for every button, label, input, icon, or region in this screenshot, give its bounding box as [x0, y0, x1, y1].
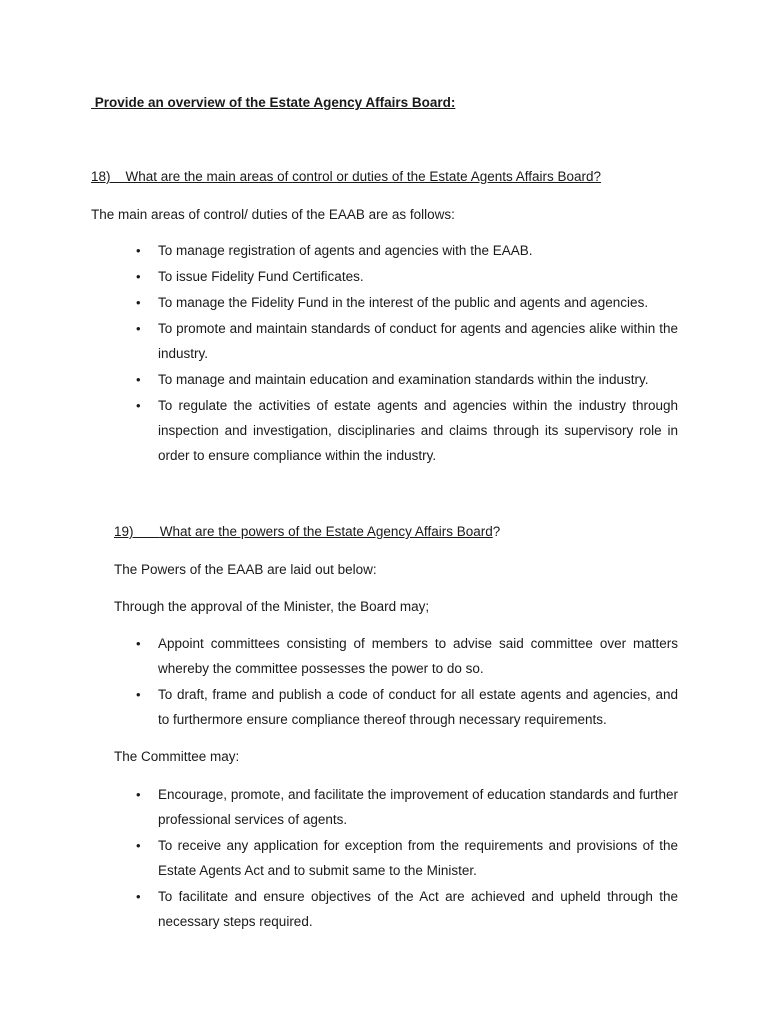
page-title: Provide an overview of the Estate Agency Affairs Board: [91, 95, 456, 110]
list-item: • Encourage, promote, and facilitate the improvement of education standards and further professional services of agents. [134, 782, 678, 832]
list-item: • Appoint committees consisting of members to advise said committee over matters whereby the committee possesses the power to do so. [134, 631, 678, 681]
list-item: • To promote and maintain standards of conduct for agents and agencies alike within the industry. [134, 316, 678, 366]
list-item: • To receive any application for exception from the requirements and provisions of the Estate Agents Act and to submit same to the Minister. [134, 833, 678, 883]
bullet-icon: • [136, 269, 141, 284]
committee-intro: The Committee may: [114, 749, 240, 764]
list-item: • To regulate the activities of estate agents and agencies within the industry through inspection and investigation, disciplinaries and claims through its supervisory role in order to ensure compliance within the industry. [134, 393, 678, 468]
question-18-heading: 18) What are the main areas of control or duties of the Estate Agents Affairs Board? [91, 169, 602, 184]
question-19-heading: 19) What are the powers of the Estate Agency Affairs Board? [114, 524, 501, 539]
list-item: • To manage and maintain education and examination standards within the industry. [134, 367, 678, 392]
board-powers-list [134, 631, 678, 733]
list-item: • To manage registration of agents and agencies with the EAAB. [134, 238, 678, 263]
list-item: • To draft, frame and publish a code of conduct for all estate agents and agencies, and to furthermore ensure compliance thereof through necessary requirements. [134, 682, 678, 732]
bullet-icon: • [136, 295, 141, 310]
bullet-icon: • [136, 889, 141, 904]
question-19-intro: The Powers of the EAAB are laid out below: [114, 562, 377, 577]
bullet-icon: • [136, 787, 141, 802]
question-18-intro: The main areas of control/ duties of the EAAB are as follows: [91, 207, 455, 222]
question-18-list [134, 238, 678, 469]
list-item: • To facilitate and ensure objectives of the Act are achieved and upheld through the necessary steps required. [134, 884, 678, 934]
bullet-icon: • [136, 687, 141, 702]
bullet-icon: • [136, 372, 141, 387]
committee-powers-list [134, 782, 678, 935]
bullet-icon: • [136, 636, 141, 651]
list-item: • To issue Fidelity Fund Certificates. [134, 264, 678, 289]
bullet-icon: • [136, 321, 141, 336]
board-intro: Through the approval of the Minister, the Board may; [114, 599, 430, 614]
bullet-icon: • [136, 243, 141, 258]
bullet-icon: • [136, 398, 141, 413]
bullet-icon: • [136, 838, 141, 853]
list-item: • To manage the Fidelity Fund in the interest of the public and agents and agencies. [134, 290, 678, 315]
